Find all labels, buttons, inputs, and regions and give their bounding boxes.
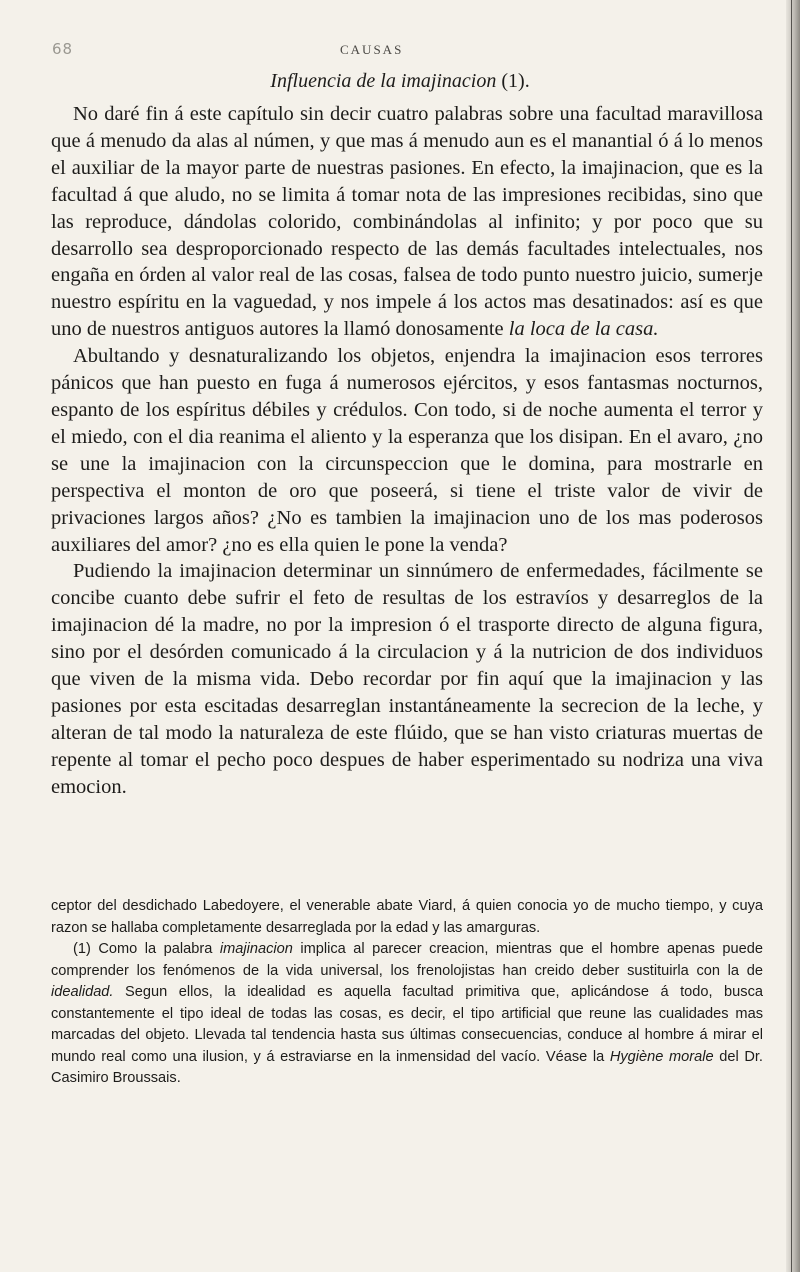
footnote-1-book-title: Hygiène morale xyxy=(609,1048,714,1065)
footnote-1-term-2: idealidad. xyxy=(51,984,114,1001)
footnote-1-text-c: Segun ellos, la idealidad es aquella facultad primitiva que, aplicándose á todo, busca constantemente el tipo ideal de todas las cosas, es decir, el tipo artificial que reune las cualidades mas marcadas del objeto. Llevada tal tendencia hasta sus últimas consecuencias, conduce al hombre á mirar el mundo real como una ilusion, y á estraviarse en la inmensidad del vacío. Véase la xyxy=(51,984,763,1065)
section-heading xyxy=(0,70,800,93)
footnote-continued: ceptor del desdichado Labedoyere, el venerable abate Viard, á quien conocia yo de mucho tiempo, y cuya razon se hallaba completamente desarreglada por la edad y las amarguras. xyxy=(51,898,763,936)
footnote-1-term-1: imajinacion xyxy=(219,941,293,958)
footnote-1-text-b: implica al parecer creacion, mientras que el hombre apenas puede comprender los fenómenos de la vida universal, los frenolojistas han creido deber sustituirla con la de xyxy=(51,941,763,979)
paragraph-1-text: No daré fin á este capítulo sin decir cuatro palabras sobre una facultad maravillosa que á menudo da alas al númen, y que mas á menudo aun es el manantial ó á lo menos el auxiliar de la mayor parte de nuestras pasiones. En efecto, la imajinacion, que es la facultad á que aludo, no se limita á tomar nota de las impresiones recibidas, sino que las reproduce, dándolas colorido, combinándolas al infinito; y por poco que su desarrollo sea desproporcionado respecto de las demás facultades intelectuales, nos engaña en órden al valor real de las cosas, falsea de todo punto nuestro juicio, sumerje nuestro espíritu en la vaguedad, y nos impele á los actos mas desatinados: así es que uno de nuestros antiguos autores la llamó donosamente xyxy=(51,103,763,341)
footnote-1 xyxy=(51,939,763,1090)
running-title: CAUSAS xyxy=(340,42,404,57)
section-title: Influencia de la imajinacion xyxy=(270,70,497,92)
paragraph-1-quote: la loca de la casa. xyxy=(508,318,659,341)
footnote-reference: (1). xyxy=(501,70,530,92)
page-edge xyxy=(786,0,800,1272)
paragraph-3: Pudiendo la imajinacion determinar un sinnúmero de enfermedades, fácilmente se concibe cuanto debe sufrir el feto de resultas de los estravíos y desarreglos de la imajinacion dé la madre, no por la impresion ó el trasporte directo de alguna figura, sino por el desórden comunicado á la circulacion y á la nutricion de dos individuos que viven de la misma vida. Debo recordar por fin aquí que la imajinacion y las pasiones por esta escitadas desarreglan instantáneamente la secrecion de la leche, y alteran de tal modo la naturaleza de este flúido, que se han visto criaturas muertas de repente al tomar el pecho poco despues de haber esperimentado su nodriza una viva emocion. xyxy=(51,560,763,798)
footnote-1-mark: (1) xyxy=(73,941,91,958)
paragraph-1 xyxy=(51,101,763,343)
running-head xyxy=(40,40,760,62)
body-text xyxy=(51,101,763,801)
footnotes xyxy=(51,896,763,1090)
page-number: 68 xyxy=(52,40,74,58)
footnote-1-text-a: Como la palabra xyxy=(98,941,213,958)
footnote-1-text-d: del Dr. Casimiro Broussais. xyxy=(51,1048,763,1087)
paragraph-2: Abultando y desnaturalizando los objetos, enjendra la imajinacion esos terrores pánicos que han puesto en fuga á numerosos ejércitos, y esos fantasmas nocturnos, espanto de los espíritus débiles y crédulos. Con todo, si de noche aumenta el terror y el miedo, con el dia reanima el aliento y la esperanza que los disipan. En el avaro, ¿no se une la imajinacion con la circunspeccion que le domina, para mostrarle en perspectiva el monton de oro que poseerá, si tiene el triste valor de vivir de privaciones largos años? ¿No es tambien la imajinacion uno de los mas poderosos auxiliares del amor? ¿no es ella quien le pone la venda? xyxy=(51,345,763,556)
